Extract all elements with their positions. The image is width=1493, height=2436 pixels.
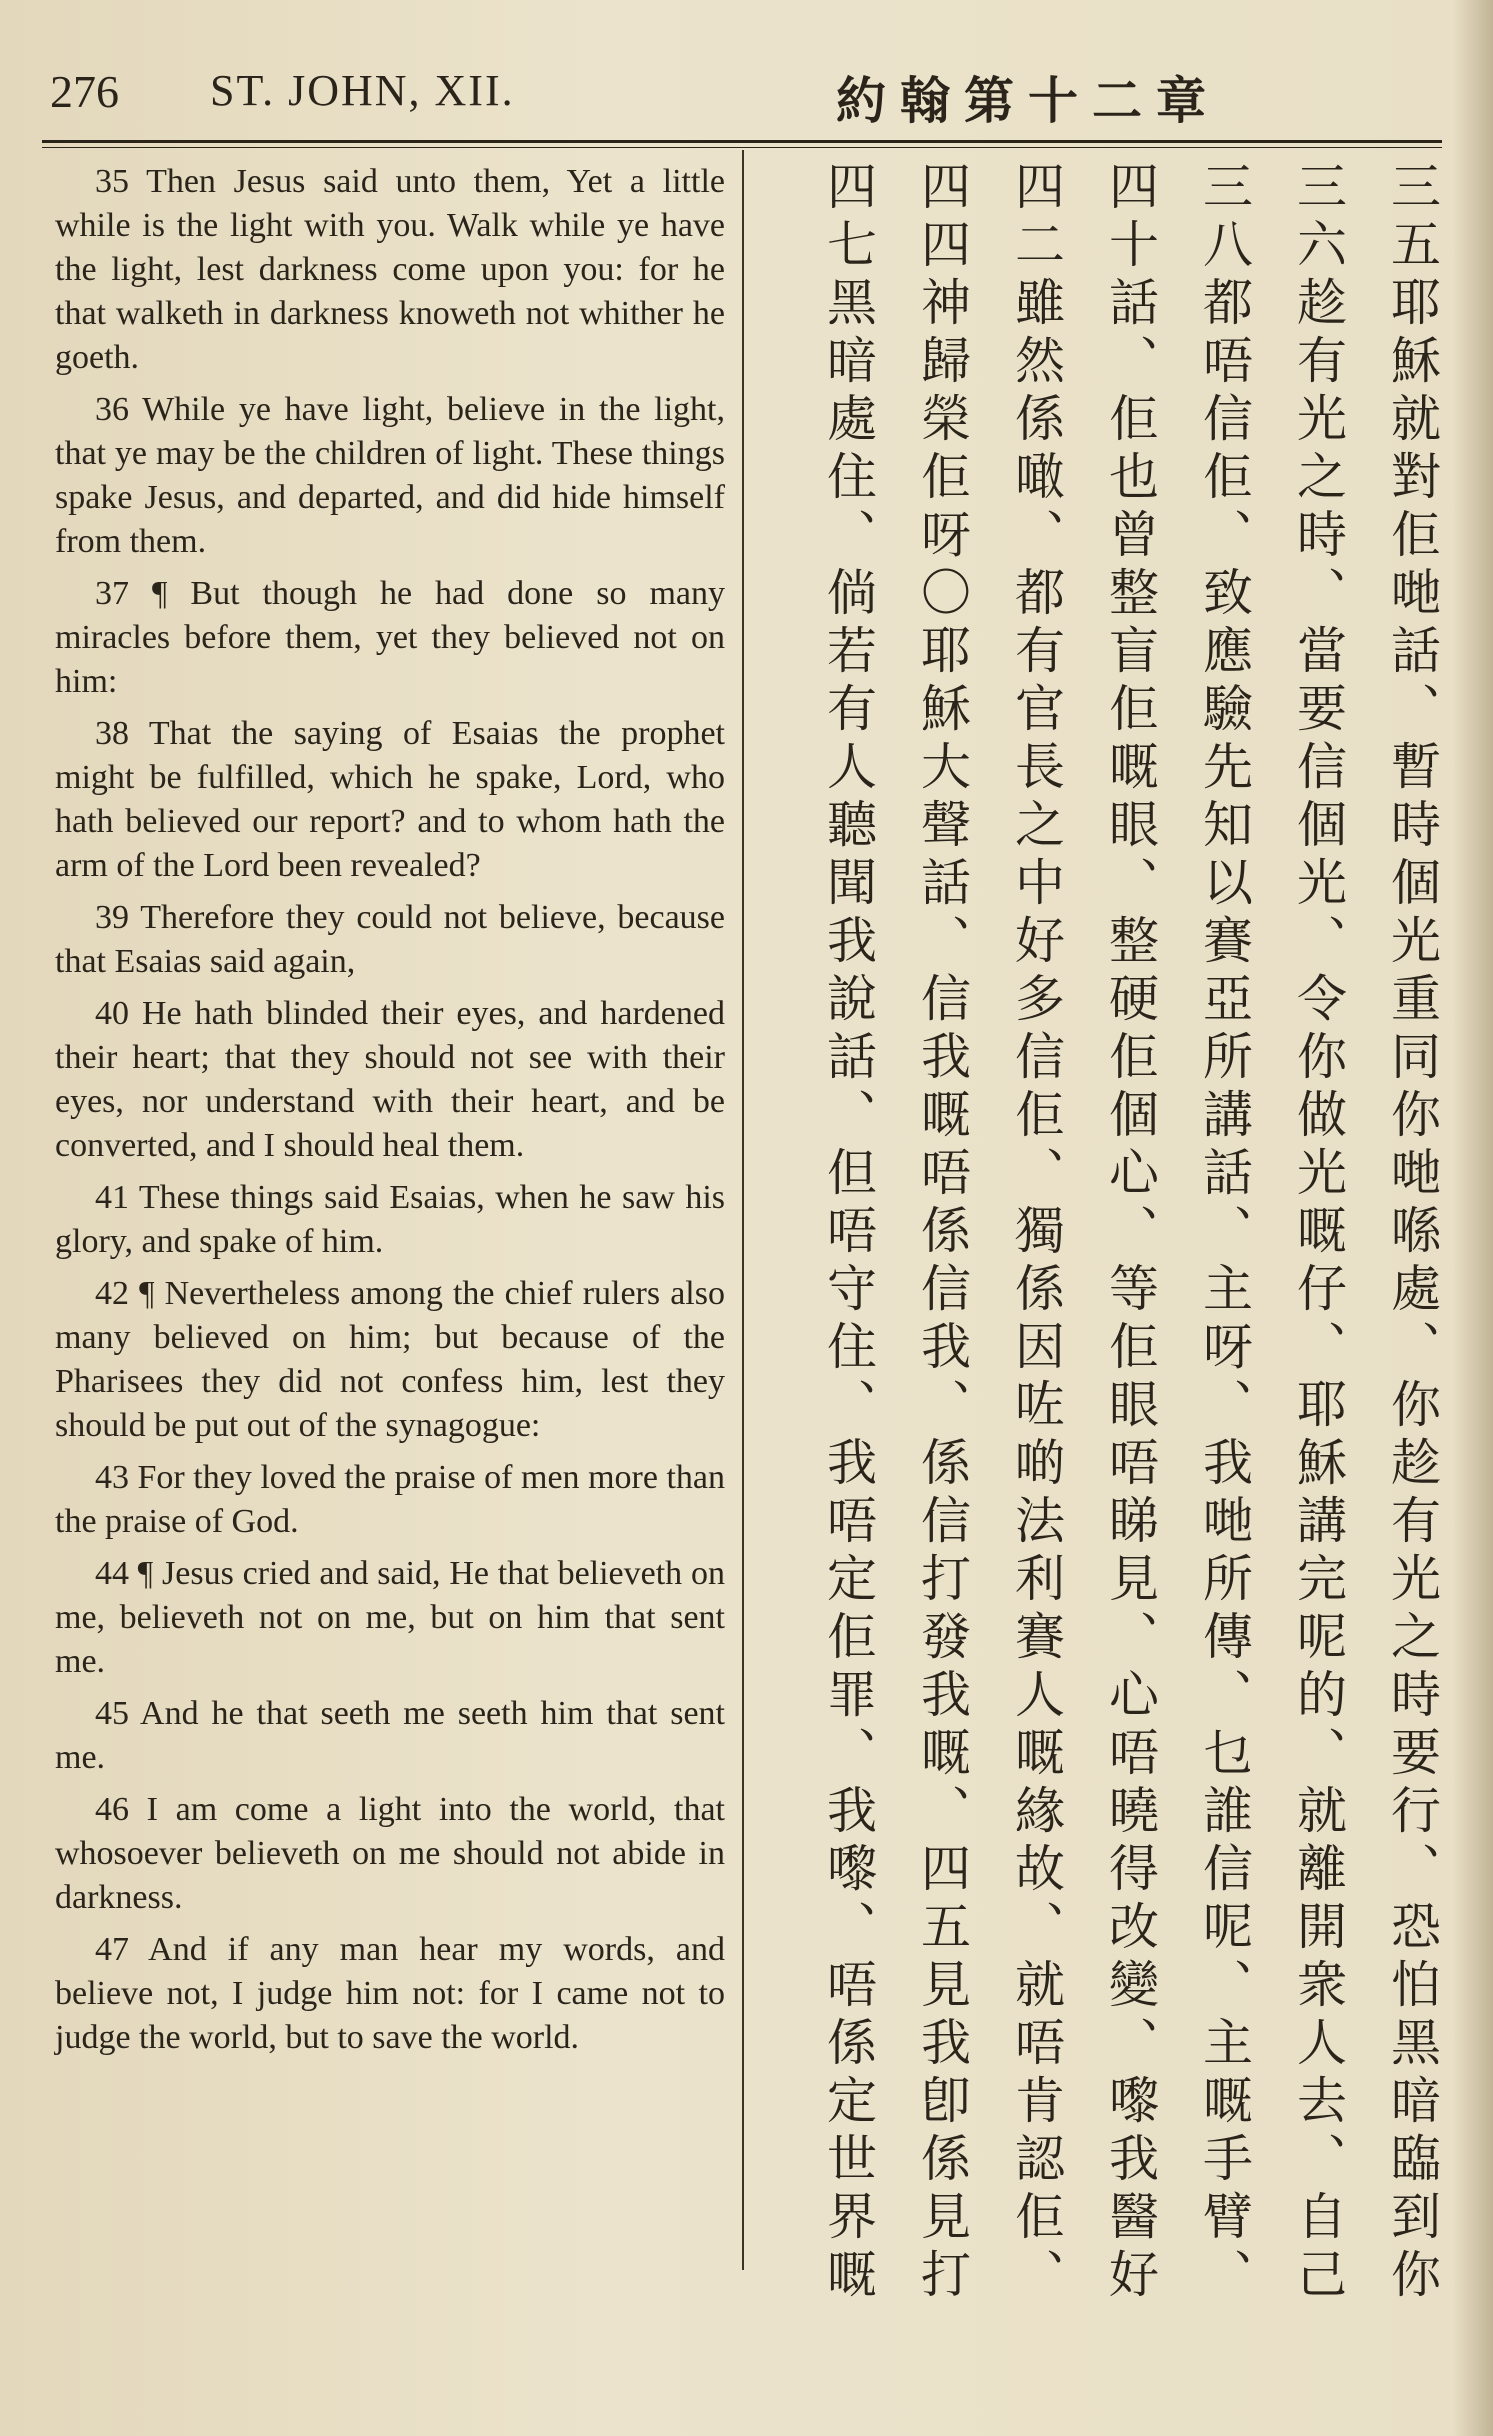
verse-42: 42 ¶ Nevertheless among the chief rulers also many believed on him; but because of the Pharisees they did not confess him, lest they should be put out of the synagogue:: [55, 1275, 725, 1444]
chinese-running-title: 約翰第十二章: [836, 72, 1220, 130]
verse-37: 37 ¶ But though he had done so many miracles before them, yet they believed not on him:: [55, 575, 725, 700]
chinese-column-5: 四二雖然係噉、都有官長之中好多信佢、獨係因咗啲法利賽人嘅緣故、就唔肯認佢、: [1007, 160, 1065, 2306]
verse-41: 41 These things said Esaias, when he saw his glory, and spake of him.: [55, 1179, 725, 1260]
verse-39: 39 Therefore they could not believe, because that Esaias said again,: [55, 899, 725, 980]
chinese-column-6: 四四神歸榮佢呀〇耶穌大聲話、信我嘅唔係信我、係信打發我嘅、四五見我卽係見打: [913, 160, 971, 2306]
header-rule: [42, 140, 1442, 143]
chinese-column-4: 四十話、佢也曾整盲佢嘅眼、整硬佢個心、等佢眼唔睇見、心唔曉得改變、嚟我醫好: [1101, 160, 1159, 2306]
page-number: 276: [50, 66, 119, 117]
verse-43: 43 For they loved the praise of men more than the praise of God.: [55, 1459, 725, 1540]
page-edge-shadow: [1453, 0, 1493, 2436]
running-title: ST. JOHN, XII.: [210, 66, 515, 115]
chinese-column-3: 三八都唔信佢、致應驗先知以賽亞所講話、主呀、我哋所傳、乜誰信呢、主嘅手臂、: [1195, 160, 1253, 2306]
column-divider: [742, 150, 744, 2270]
verse-46: 46 I am come a light into the world, that whosoever believeth on me should not abide in darkness.: [55, 1791, 725, 1916]
verse-45: 45 And he that seeth me seeth him that sent me.: [55, 1695, 725, 1776]
page-header: [40, 55, 1250, 135]
chinese-column-7: 四七黑暗處住、倘若有人聽聞我說話、但唔守住、我唔定佢罪、我嚟、唔係定世界嘅: [819, 160, 877, 2306]
header-rule-thin: [42, 147, 1442, 148]
verse-44: 44 ¶ Jesus cried and said, He that believeth on me, believeth not on me, but on him that sent me.: [55, 1555, 725, 1680]
verse-40: 40 He hath blinded their eyes, and hardened their heart; that they should not see with their eyes, nor understand with their heart, and be converted, and I should heal them.: [55, 995, 725, 1164]
english-text-column: [55, 160, 725, 2260]
verse-35: 35 Then Jesus said unto them, Yet a little while is the light with you. Walk while ye have the light, lest darkness come upon you: for he that walketh in darkness knoweth not whither he goeth.: [55, 163, 725, 376]
chinese-column-1: 三五耶穌就對佢哋話、暫時個光重同你哋喺處、你趁有光之時要行、恐怕黑暗臨到你: [1383, 160, 1441, 2306]
verse-38: 38 That the saying of Esaias the prophet might be fulfilled, which he spake, Lord, who hath believed our report? and to whom hath the arm of the Lord been revealed?: [55, 715, 725, 884]
verse-36: 36 While ye have light, believe in the light, that ye may be the children of light. These things spake Jesus, and departed, and did hide himself from them.: [55, 391, 725, 560]
verse-47: 47 And if any man hear my words, and believe not, I judge him not: for I came not to judge the world, but to save the world.: [55, 1931, 725, 2056]
chinese-column-2: 三六趁有光之時、當要信個光、令你做光嘅仔、耶穌講完呢的、就離開衆人去、自己: [1289, 160, 1347, 2306]
chinese-text-block: [765, 160, 1445, 2320]
